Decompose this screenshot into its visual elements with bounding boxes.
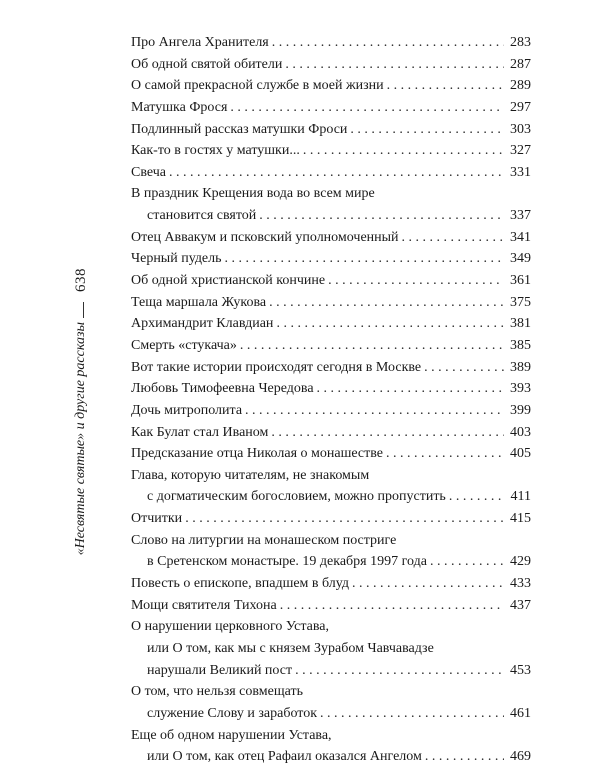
dot-leader bbox=[280, 595, 504, 617]
dot-leader bbox=[352, 573, 504, 595]
toc-entry-title: Любовь Тимофеевна Чередова bbox=[131, 381, 314, 397]
toc-entry-line bbox=[119, 681, 531, 703]
toc-entry-title: Вот такие истории происходят сегодня в Москве bbox=[131, 359, 422, 375]
dot-leader bbox=[424, 357, 504, 379]
page-number: 638 bbox=[73, 268, 89, 292]
toc-entry-line bbox=[119, 205, 531, 227]
dot-leader bbox=[169, 162, 504, 184]
toc-entry-title: Как-то в гостях у матушки... bbox=[131, 143, 300, 159]
toc-entry[interactable] bbox=[119, 119, 531, 141]
toc-entry[interactable] bbox=[119, 97, 531, 119]
dot-leader bbox=[230, 97, 504, 119]
toc-entry-title: или О том, как отец Рафаил оказался Ангелом bbox=[147, 749, 422, 765]
toc-entry[interactable] bbox=[119, 54, 531, 76]
toc-entry-page: 389 bbox=[510, 359, 531, 375]
dot-leader bbox=[285, 54, 504, 76]
dot-leader bbox=[350, 119, 504, 141]
toc-entry[interactable] bbox=[119, 400, 531, 422]
toc-entry-page: 381 bbox=[510, 316, 531, 332]
toc-entry-title: Повесть о епископе, впадшем в блуд bbox=[131, 576, 350, 592]
toc-entry-page: 297 bbox=[510, 99, 531, 115]
toc-entry-title: Предсказание отца Николая о монашестве bbox=[131, 446, 383, 462]
toc-entry[interactable] bbox=[119, 443, 531, 465]
toc-entry[interactable] bbox=[119, 292, 531, 314]
toc-entry-page: 437 bbox=[510, 597, 531, 613]
toc-entry-page: 289 bbox=[510, 78, 531, 94]
toc-entry-page: 405 bbox=[510, 446, 531, 462]
toc-entry[interactable] bbox=[119, 162, 531, 184]
dot-leader bbox=[240, 335, 504, 357]
toc-entry-page: 327 bbox=[510, 143, 531, 159]
toc-entry-title: нарушали Великий пост bbox=[147, 662, 293, 678]
dot-leader bbox=[269, 292, 504, 314]
table-of-contents bbox=[119, 32, 531, 768]
toc-entry-line bbox=[119, 595, 531, 617]
toc-entry-page: 385 bbox=[510, 337, 531, 353]
dot-leader bbox=[271, 422, 504, 444]
toc-entry[interactable] bbox=[119, 75, 531, 97]
toc-entry[interactable] bbox=[119, 248, 531, 270]
toc-entry-title: Еще об одном нарушении Устава, bbox=[131, 727, 332, 743]
toc-entry-line bbox=[119, 119, 531, 141]
toc-entry-page: 399 bbox=[510, 402, 531, 418]
dot-leader bbox=[245, 400, 504, 422]
toc-entry[interactable] bbox=[119, 32, 531, 54]
toc-entry[interactable] bbox=[119, 681, 531, 724]
toc-entry-title: Про Ангела Хранителя bbox=[131, 35, 269, 50]
toc-entry-page: 429 bbox=[510, 554, 531, 570]
toc-entry[interactable] bbox=[119, 183, 531, 226]
toc-entry-page: 287 bbox=[510, 56, 531, 72]
toc-entry-line bbox=[119, 292, 531, 314]
toc-entry-title: Черный пудель bbox=[131, 251, 222, 267]
toc-entry-line bbox=[119, 551, 531, 573]
toc-entry-title: В праздник Крещения вода во всем мире bbox=[131, 186, 375, 202]
dot-leader bbox=[328, 270, 504, 292]
toc-entry-line bbox=[119, 616, 531, 638]
dot-leader bbox=[317, 378, 504, 400]
toc-entry-title: Дочь митрополита bbox=[131, 402, 243, 418]
toc-entry-title: Глава, которую читателям, не знакомым bbox=[131, 467, 370, 483]
toc-entry[interactable] bbox=[119, 227, 531, 249]
dot-leader bbox=[303, 140, 504, 162]
toc-entry-line bbox=[119, 465, 531, 487]
toc-entry-title: Матушка Фрося bbox=[131, 99, 228, 115]
toc-entry-title: Об одной христианской кончине bbox=[131, 273, 326, 289]
toc-entry-line bbox=[119, 54, 531, 76]
margin-rule bbox=[83, 302, 84, 318]
toc-entry-page: 453 bbox=[510, 662, 531, 678]
toc-entry-title: Смерть «стукача» bbox=[131, 337, 237, 353]
toc-entry-line bbox=[119, 573, 531, 595]
toc-entry-page: 375 bbox=[510, 294, 531, 310]
toc-entry-line bbox=[119, 183, 531, 205]
toc-entry[interactable] bbox=[119, 422, 531, 444]
toc-entry[interactable] bbox=[119, 465, 531, 508]
toc-entry-title: становится святой bbox=[147, 208, 257, 224]
toc-entry[interactable] bbox=[119, 313, 531, 335]
toc-entry-page: 341 bbox=[510, 229, 531, 245]
toc-entry-page: 411 bbox=[510, 489, 531, 505]
toc-entry-line bbox=[119, 725, 531, 747]
toc-entry-line bbox=[119, 140, 531, 162]
toc-entry-title: с догматическим богословием, можно пропустить bbox=[147, 489, 446, 505]
dot-leader bbox=[387, 75, 504, 97]
toc-entry-line bbox=[119, 443, 531, 465]
toc-entry-title: служение Слову и заработок bbox=[147, 705, 317, 721]
toc-entry-title: Мощи святителя Тихона bbox=[131, 597, 277, 613]
toc-entry-line bbox=[119, 357, 531, 379]
toc-entry-page: 469 bbox=[510, 749, 531, 765]
toc-entry[interactable] bbox=[119, 573, 531, 595]
dot-leader bbox=[402, 227, 504, 249]
toc-entry-page: 393 bbox=[510, 381, 531, 397]
dot-leader bbox=[185, 508, 504, 530]
toc-entry-title: Об одной святой обители bbox=[131, 56, 283, 72]
toc-entry-title: в Сретенском монастыре. 19 декабря 1997 года bbox=[147, 554, 427, 570]
dot-leader bbox=[425, 746, 504, 768]
toc-entry[interactable] bbox=[119, 616, 531, 681]
toc-entry-title: Как Булат стал Иваном bbox=[131, 424, 269, 440]
toc-entry-line bbox=[119, 508, 531, 530]
toc-entry-line bbox=[119, 378, 531, 400]
toc-entry-line bbox=[119, 313, 531, 335]
toc-entry-title: О том, что нельзя совмещать bbox=[131, 684, 303, 700]
toc-entry-page: 361 bbox=[510, 273, 531, 289]
toc-entry-line bbox=[119, 97, 531, 119]
toc-entry-page: 349 bbox=[510, 251, 531, 267]
toc-entry-line bbox=[119, 660, 531, 682]
dot-leader bbox=[225, 248, 504, 270]
toc-entry[interactable] bbox=[119, 140, 531, 162]
toc-entry-line bbox=[119, 703, 531, 725]
dot-leader bbox=[276, 313, 504, 335]
toc-entry-line bbox=[119, 530, 531, 552]
toc-entry[interactable] bbox=[119, 335, 531, 357]
toc-entry[interactable] bbox=[119, 595, 531, 617]
toc-entry-page: 403 bbox=[510, 424, 531, 440]
toc-entry[interactable] bbox=[119, 530, 531, 573]
dot-leader bbox=[449, 486, 504, 508]
toc-entry-page: 337 bbox=[510, 208, 531, 224]
dot-leader bbox=[295, 660, 504, 682]
toc-entry[interactable] bbox=[119, 270, 531, 292]
toc-entry-line bbox=[119, 75, 531, 97]
toc-entry-line bbox=[119, 422, 531, 444]
dot-leader bbox=[259, 205, 504, 227]
toc-entry-line bbox=[119, 270, 531, 292]
toc-entry-line bbox=[119, 746, 531, 768]
toc-entry-line bbox=[119, 248, 531, 270]
toc-entry-title: Слово на литургии на монашеском постриге bbox=[131, 532, 397, 548]
dot-leader bbox=[430, 551, 504, 573]
toc-entry-title: Свеча bbox=[131, 164, 166, 180]
dot-leader bbox=[272, 32, 504, 54]
toc-entry-page: 461 bbox=[510, 705, 531, 721]
toc-entry-line bbox=[119, 227, 531, 249]
toc-entry-title: Архимандрит Клавдиан bbox=[131, 316, 274, 332]
dot-leader bbox=[320, 703, 504, 725]
toc-entry[interactable] bbox=[119, 508, 531, 530]
toc-entry[interactable] bbox=[119, 725, 531, 768]
toc-entry-title: Отец Аввакум и псковский уполномоченный bbox=[131, 229, 399, 245]
toc-entry-title: Подлинный рассказ матушки Фроси bbox=[131, 121, 348, 137]
running-title: «Несвятые святые» и другие рассказы bbox=[73, 322, 88, 556]
toc-entry[interactable] bbox=[119, 357, 531, 379]
toc-entry-page: 415 bbox=[510, 511, 531, 527]
page-margin bbox=[73, 268, 93, 748]
toc-entry-title: Отчитки bbox=[131, 511, 183, 527]
toc-entry-page: 283 bbox=[510, 35, 531, 50]
toc-entry-line bbox=[119, 638, 531, 660]
toc-entry-page: 303 bbox=[510, 121, 531, 137]
toc-entry-line bbox=[119, 486, 531, 508]
toc-entry-title: Теща маршала Жукова bbox=[131, 294, 267, 310]
toc-entry-title: или О том, как мы с князем Зурабом Чавчавадзе bbox=[147, 640, 434, 656]
toc-entry-line bbox=[119, 32, 531, 54]
toc-entry-line bbox=[119, 400, 531, 422]
toc-entry-title: О самой прекрасной службе в моей жизни bbox=[131, 78, 384, 94]
toc-entry[interactable] bbox=[119, 378, 531, 400]
toc-entry-line bbox=[119, 162, 531, 184]
toc-entry-line bbox=[119, 335, 531, 357]
toc-entry-page: 331 bbox=[510, 164, 531, 180]
toc-entry-title: О нарушении церковного Устава, bbox=[131, 619, 329, 635]
toc-entry-page: 433 bbox=[510, 576, 531, 592]
dot-leader bbox=[386, 443, 504, 465]
